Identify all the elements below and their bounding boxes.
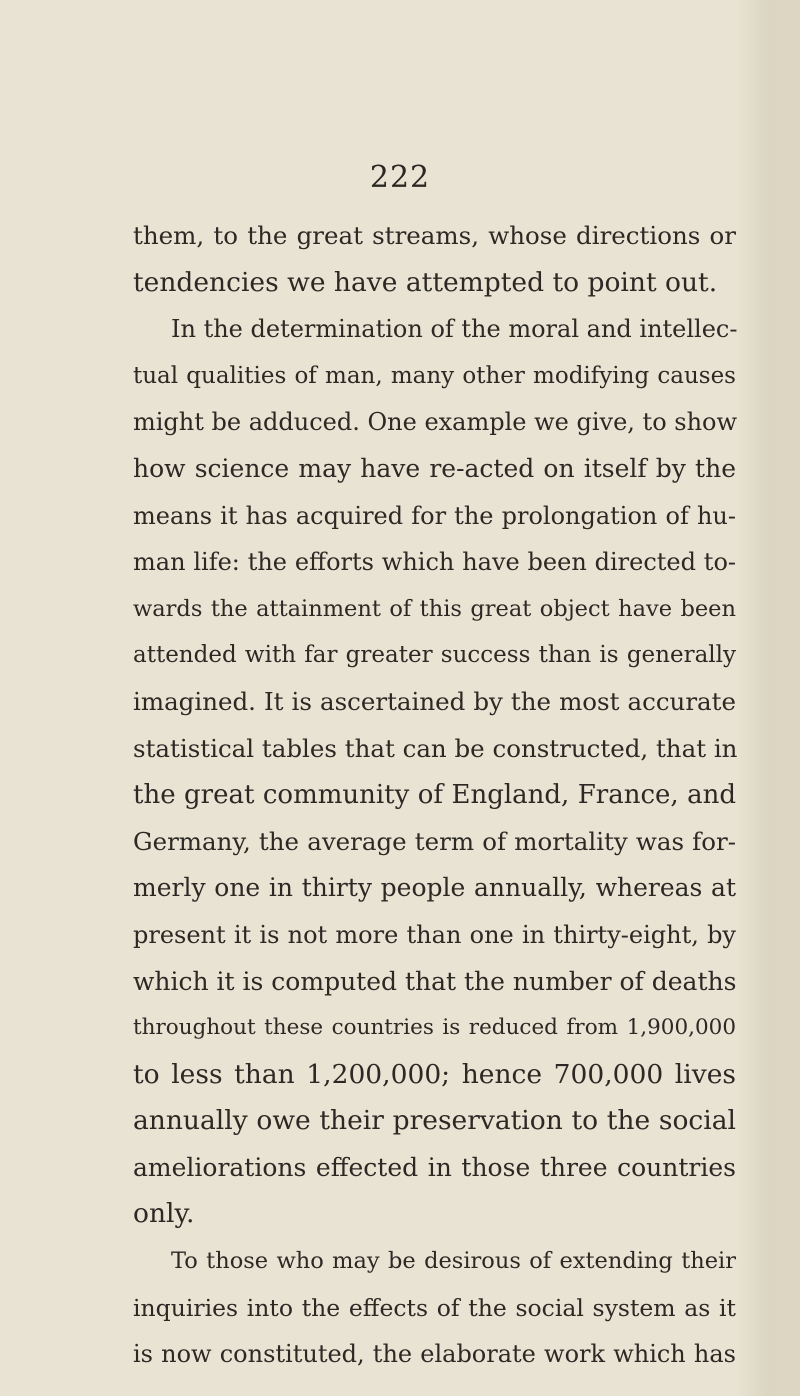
text-line: wards the attainment of this great object have been bbox=[133, 595, 736, 622]
body-text bbox=[133, 213, 736, 1378]
text-line: the great community of England, France, and bbox=[133, 780, 736, 811]
text-line: annually owe their preservation to the social bbox=[133, 1105, 736, 1137]
text-line: them, to the great streams, whose directions or bbox=[133, 221, 736, 250]
text-line: is now constituted, the elaborate work which has bbox=[133, 1340, 736, 1369]
text-line: which it is computed that the number of deaths bbox=[133, 966, 737, 996]
text-line: might be adduced. One example we give, to show bbox=[133, 408, 738, 437]
text-line: statistical tables that can be constructed, that in bbox=[133, 733, 738, 763]
text-line: only. bbox=[133, 1198, 195, 1230]
text-line: present it is not more than one in thirty-eight, by bbox=[133, 920, 736, 949]
text-line: tendencies we have attempted to point out. bbox=[133, 266, 718, 298]
text-line: to less than 1,200,000; hence 700,000 lives bbox=[133, 1058, 736, 1090]
text-line: ameliorations effected in those three countries bbox=[133, 1152, 736, 1182]
text-line: tual qualities of man, many other modifying causes bbox=[133, 362, 736, 389]
text-line: throughout these countries is reduced from 1,900,000 bbox=[133, 1015, 736, 1041]
text-line: man life: the efforts which have been directed to- bbox=[133, 548, 736, 577]
text-line: merly one in thirty people annually, whereas at bbox=[133, 873, 736, 903]
text-line: how science may have re-acted on itself by the bbox=[133, 453, 736, 483]
text-line: Germany, the average term of mortality was for- bbox=[133, 826, 736, 856]
text-line: attended with far greater success than is generally bbox=[133, 642, 736, 669]
text-line: imagined. It is ascertained by the most accurate bbox=[133, 686, 736, 716]
text-line: inquiries into the effects of the social system as it bbox=[133, 1293, 736, 1322]
paragraph-start-line: To those who may be desirous of extending their bbox=[171, 1248, 736, 1275]
paragraph-start-line: In the determination of the moral and intellec- bbox=[171, 315, 738, 344]
page-number: 222 bbox=[369, 160, 431, 195]
text-line: means it has acquired for the prolongation of hu- bbox=[133, 501, 736, 530]
